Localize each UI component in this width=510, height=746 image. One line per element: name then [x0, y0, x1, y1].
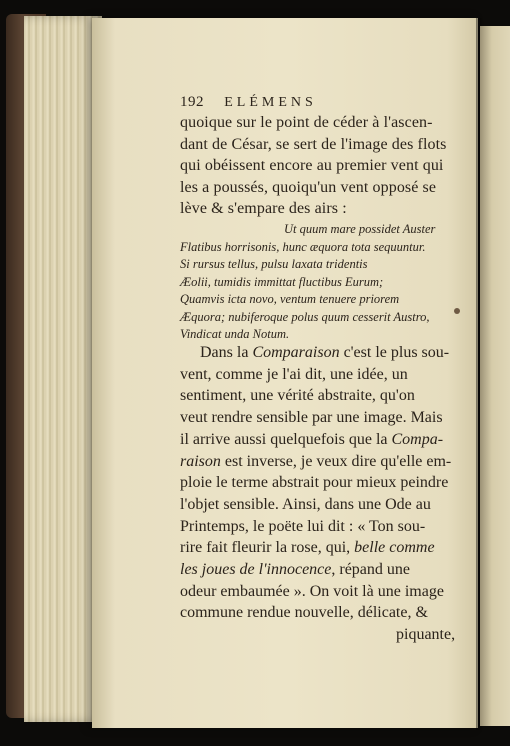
verse-line: Flatibus horrisonis, hunc æquora tota sequuntur. — [180, 239, 426, 254]
text-run: Dans la — [200, 344, 253, 361]
running-title: ELÉMENS — [224, 95, 317, 110]
text-line — [180, 604, 428, 622]
text-run: veut rendre sensible par une image. Mais — [180, 409, 443, 427]
italic-run: raison — [180, 452, 221, 470]
text-run: piquante, — [396, 626, 456, 644]
italic-run: belle comme — [354, 539, 435, 557]
facing-page — [480, 26, 510, 726]
italic-run: les joues de l'innocence — [180, 561, 332, 578]
text-run: , répand une — [331, 561, 411, 578]
text-run: il arrive aussi quelquefois que la — [180, 430, 392, 448]
text-line — [396, 626, 455, 644]
text-run: c'est le plus sou- — [339, 344, 450, 361]
running-header — [180, 94, 317, 111]
text-run: odeur embaumée ». On voit là une image — [180, 582, 444, 600]
verse-line: Vindicat unda Notum. — [180, 327, 290, 341]
text-line — [180, 583, 444, 601]
text-run: l'objet sensible. Ainsi, dans une Ode au — [180, 495, 431, 513]
text-run: ploie le terme abstrait pour mieux peindre — [180, 474, 449, 492]
text-run: rire fait fleurir la rose, qui, — [180, 539, 355, 557]
text-line: quoique sur le point de céder à l'ascen- — [180, 114, 433, 131]
text-line: dant de César, se sert de l'image des flots — [180, 135, 447, 153]
text-line — [180, 387, 415, 405]
text-run: sentiment, une vérité abstraite, qu'on — [180, 387, 415, 405]
text-run: commune rendue nouvelle, délicate, & — [180, 604, 428, 622]
text-line — [180, 366, 408, 384]
page-edges — [24, 16, 102, 722]
text-run: est inverse, je veux dire qu'elle em- — [220, 452, 452, 470]
text-run: vent, comme je l'ai dit, une idée, un — [180, 365, 408, 383]
text-line — [180, 561, 410, 579]
text-line — [200, 344, 449, 362]
italic-run: Comparaison — [252, 344, 340, 361]
text-line — [180, 409, 443, 427]
page-number: 192 — [180, 94, 204, 110]
verse-line: Æolii, tumidis immittat fluctibus Eurum; — [180, 274, 384, 289]
text-line — [180, 431, 443, 449]
text-line: qui obéissent encore au premier vent qui — [180, 157, 444, 174]
text-line: lève & s'empare des airs : — [180, 200, 347, 217]
text-line — [180, 453, 451, 471]
verse-line: Quamvis icta novo, ventum tenuere priorem — [180, 292, 400, 306]
text-line — [180, 496, 431, 514]
text-line — [180, 474, 448, 492]
text-line — [180, 539, 435, 557]
ink-spot — [454, 308, 460, 314]
text-run: Printemps, le poëte lui dit : « Ton sou- — [180, 517, 426, 535]
text-line: les a poussés, quoiqu'un vent opposé se — [180, 178, 437, 196]
italic-run: Compa- — [391, 430, 444, 448]
text-line — [180, 518, 425, 536]
verse-line: Æquora; nubiferoque polus quum cesserit Austro, — [180, 309, 430, 324]
verse-line: Si rursus tellus, pulsu laxata tridentis — [180, 257, 368, 271]
verse-line: Ut quum mare possidet Auster — [284, 222, 436, 236]
